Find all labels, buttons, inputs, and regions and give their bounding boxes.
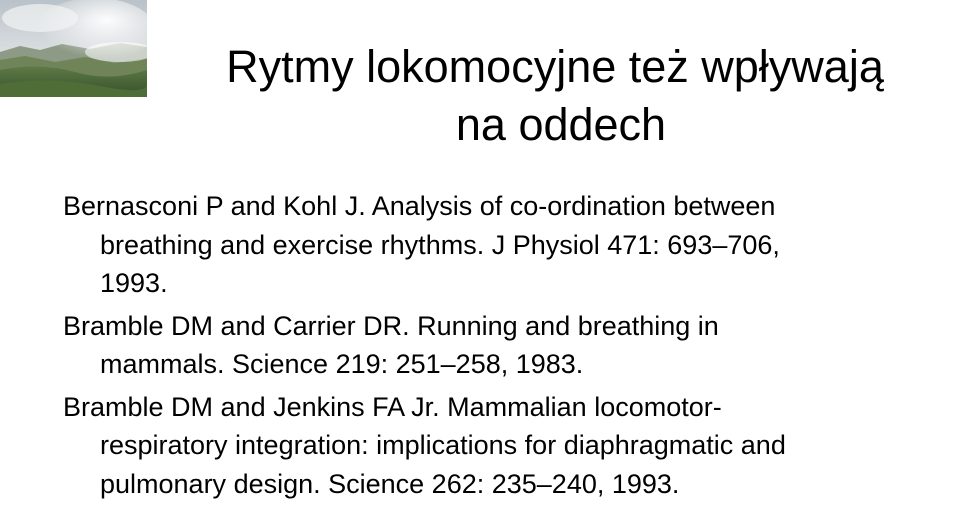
reference-line: mammals. Science 219: 251–258, 1983. xyxy=(100,349,584,379)
slide-title xyxy=(150,38,960,154)
reference-line: Bernasconi P and Kohl J. Analysis of co-ordination between xyxy=(63,191,776,221)
landscape-photo xyxy=(0,0,147,97)
title-line-2: na oddech xyxy=(455,99,667,150)
reference-line: respiratory integration: implications for diaphragmatic and xyxy=(100,430,786,460)
reference-item xyxy=(63,187,953,303)
title-line-1: Rytmy lokomocyjne też wpływają xyxy=(226,41,884,92)
reference-line: 1993. xyxy=(100,268,168,298)
reference-line: Bramble DM and Jenkins FA Jr. Mammalian locomotor- xyxy=(63,391,722,422)
reference-item xyxy=(63,307,953,384)
reference-list xyxy=(63,187,953,503)
reference-line: Bramble DM and Carrier DR. Running and breathing in xyxy=(63,310,719,341)
reference-line: breathing and exercise rhythms. J Physiol 471: 693–706, xyxy=(100,229,780,260)
reference-line: pulmonary design. Science 262: 235–240, 1993. xyxy=(100,468,680,499)
reference-item xyxy=(63,388,953,504)
